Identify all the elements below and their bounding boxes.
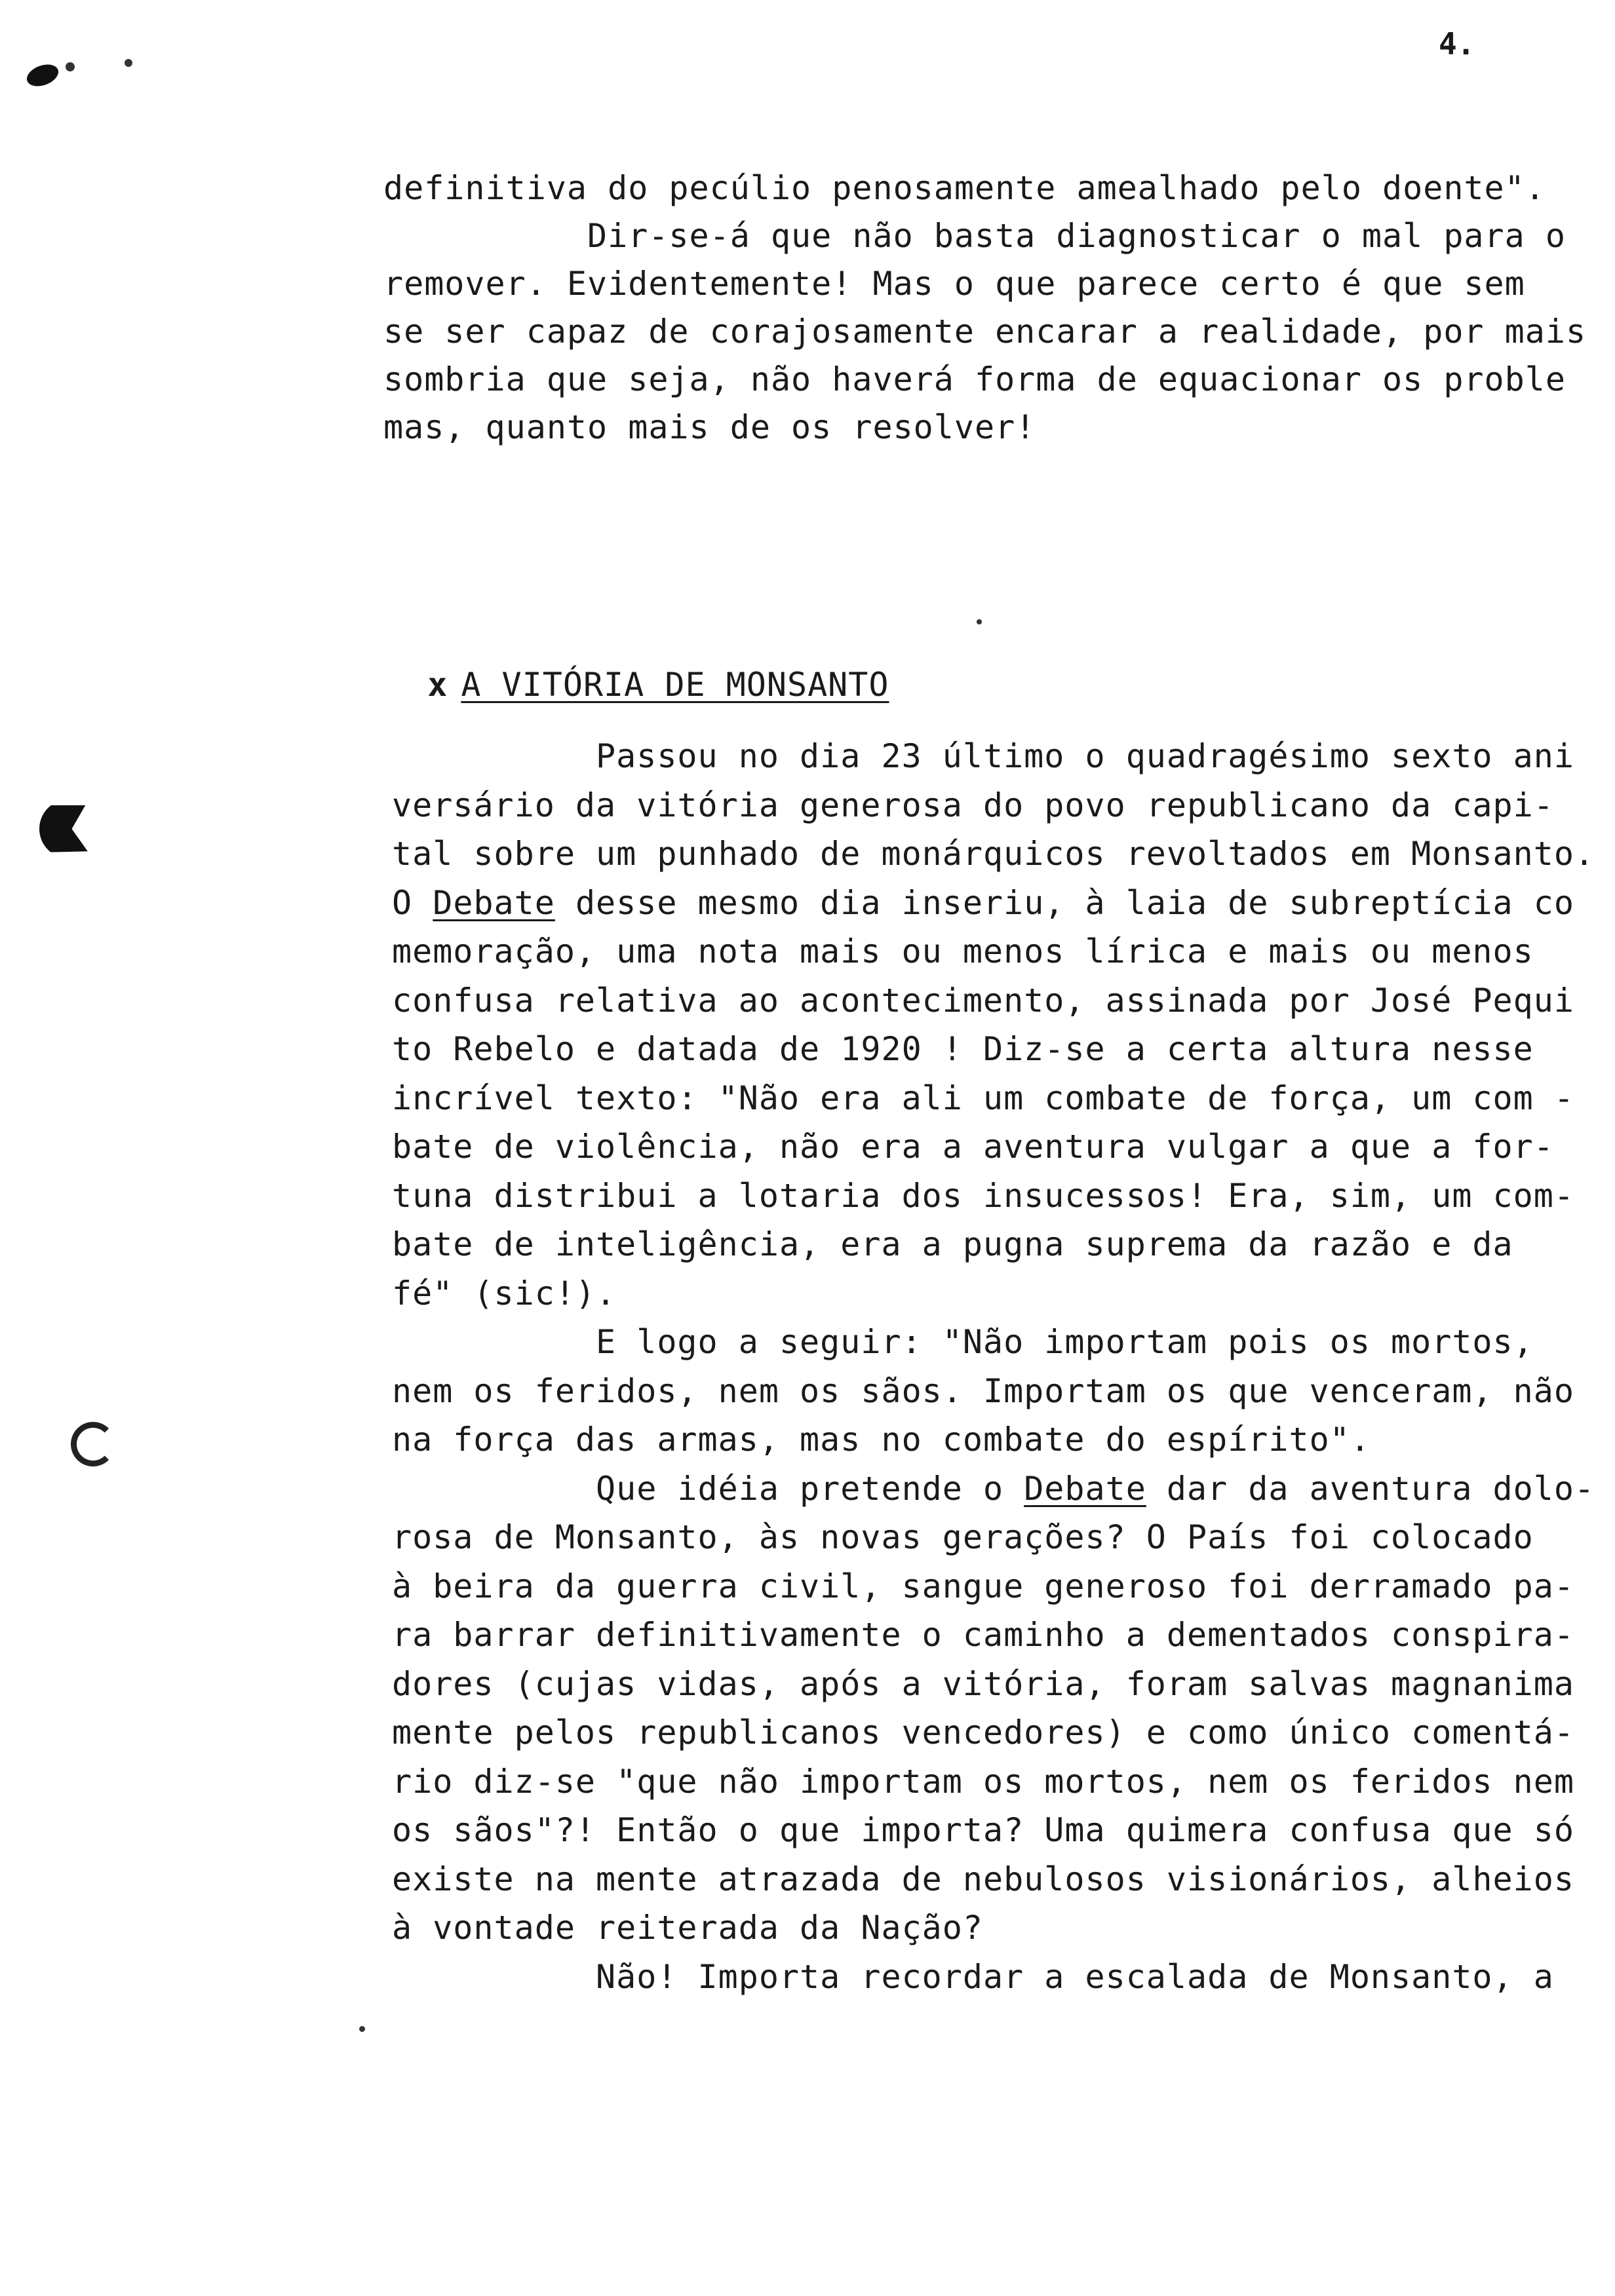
ink-speck: [125, 59, 132, 67]
body-line: tuna distribui a lotaria dos insucessos! Era, sim, um com-: [392, 1176, 1574, 1215]
ink-speck: [977, 619, 982, 624]
intro-line: sombria que seja, não haverá forma de equacionar os proble: [383, 360, 1566, 398]
body-line: dores (cujas vidas, após a vitória, foram salvas magnanima: [392, 1664, 1574, 1703]
intro-line: Dir-se-á que não basta diagnosticar o mal para o: [383, 217, 1566, 255]
body-line: bate de inteligência, era a pugna suprema da razão e da: [392, 1225, 1513, 1263]
body-line: Não! Importa recordar a escalada de Monsanto, a: [392, 1957, 1554, 1996]
body-line: na força das armas, mas no combate do espírito".: [392, 1421, 1371, 1459]
body-line: tal sobre um punhado de monárquicos revoltados em Monsanto.: [392, 835, 1595, 873]
body-line: os sãos"?! Então o que importa? Uma quimera confusa que só: [392, 1811, 1574, 1849]
intro-line: definitiva do pecúlio penosamente amealhado pelo doente".: [383, 169, 1546, 207]
body-line: fé" (sic!).: [392, 1274, 617, 1312]
body-line: à vontade reiterada da Nação?: [392, 1909, 983, 1947]
body-line: bate de violência, não era a aventura vulgar a que a for-: [392, 1128, 1554, 1166]
body-line: ra barrar definitivamente o caminho a dementados conspira-: [392, 1616, 1574, 1654]
body-line: existe na mente atrazada de nebulosos visionários, alheios: [392, 1860, 1574, 1898]
body-line: mente pelos republicanos vencedores) e como único comentá-: [392, 1713, 1574, 1751]
body-line: Passou no dia 23 último o quadragésimo sexto ani: [392, 737, 1574, 775]
body-line: to Rebelo e datada de 1920 ! Diz-se a certa altura nesse: [392, 1030, 1534, 1068]
body-line: O Debate desse mesmo dia inseriu, à laia de subreptícia co: [392, 883, 1574, 922]
ink-smudge-top-left: [24, 60, 61, 90]
section-title: A VITÓRIA DE MONSANTO: [461, 666, 889, 704]
body-line: Que idéia pretende o Debate dar da aventura dolo-: [392, 1469, 1595, 1508]
ink-speck: [66, 62, 75, 71]
body-line: rosa de Monsanto, às novas gerações? O País foi colocado: [392, 1518, 1534, 1556]
body-line: nem os feridos, nem os sãos. Importam os que venceram, não: [392, 1371, 1574, 1410]
body-line: rio diz-se "que não importam os mortos, nem os feridos nem: [392, 1762, 1574, 1801]
body-line: E logo a seguir: "Não importam pois os mortos,: [392, 1323, 1534, 1361]
section-heading: [387, 628, 889, 704]
punch-hole-lower: [71, 1422, 115, 1466]
ink-speck: [359, 2026, 365, 2032]
body-line: memoração, uma nota mais ou menos lírica e mais ou menos: [392, 932, 1534, 970]
intro-line: mas, quanto mais de os resolver!: [383, 408, 1036, 446]
body-line: versário da vitória generosa do povo republicano da capi-: [392, 786, 1554, 824]
body-line: incrível texto: "Não era ali um combate de força, um com -: [392, 1079, 1574, 1117]
intro-line: remover. Evidentemente! Mas o que parece certo é que sem: [383, 265, 1525, 303]
intro-line: se ser capaz de corajosamente encarar a realidade, por mais: [383, 313, 1587, 351]
page-number: 4.: [1439, 26, 1475, 62]
body-line: confusa relativa ao acontecimento, assinada por José Pequi: [392, 981, 1574, 1020]
body-line: à beira da guerra civil, sangue generoso foi derramado pa-: [392, 1567, 1574, 1605]
section-marker: x: [427, 666, 448, 704]
punch-hole-upper: [39, 799, 98, 858]
